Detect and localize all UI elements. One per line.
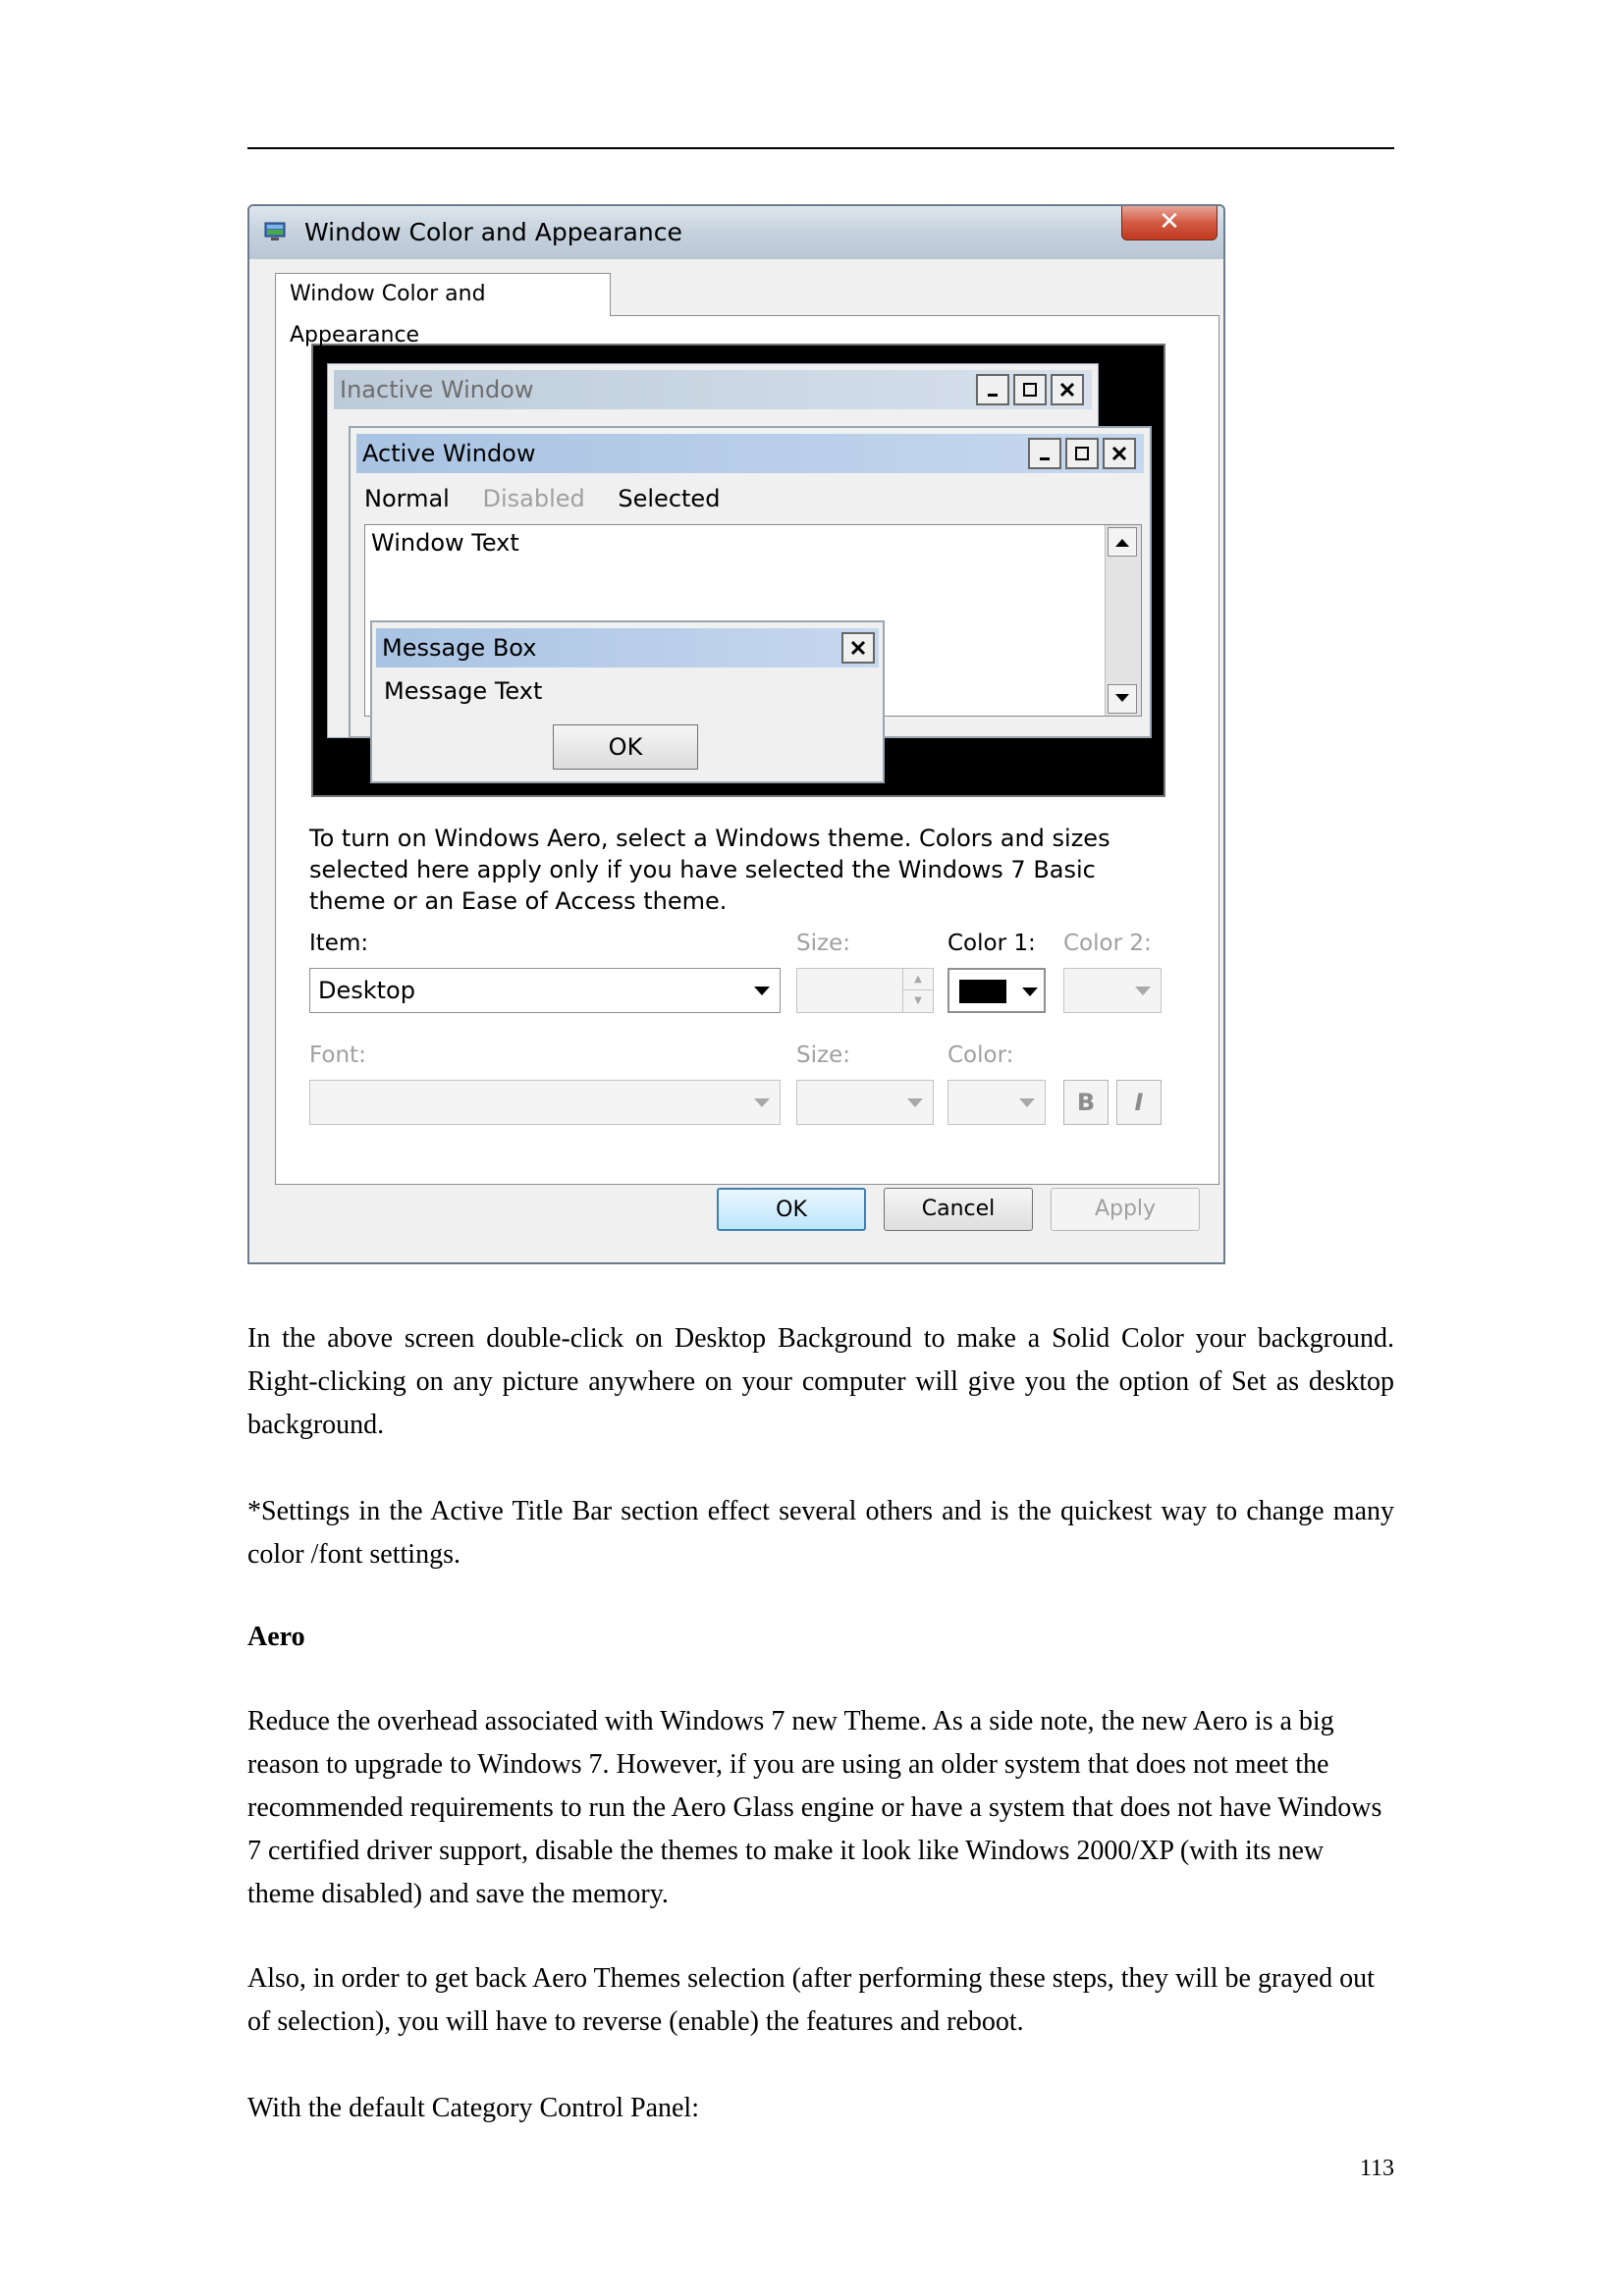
close-icon bbox=[1051, 374, 1084, 405]
tab-panel bbox=[275, 315, 1219, 1185]
cancel-button[interactable]: Cancel bbox=[884, 1188, 1033, 1231]
spinner-arrows-icon: ▲ ▼ bbox=[902, 969, 933, 1012]
item-select[interactable] bbox=[309, 968, 781, 1013]
maximize-icon bbox=[1013, 374, 1047, 405]
display-settings-icon bbox=[263, 220, 287, 243]
font-label: Font: bbox=[309, 1042, 366, 1068]
chevron-down-icon bbox=[754, 987, 770, 995]
bold-button[interactable]: B bbox=[1063, 1080, 1109, 1125]
chevron-down-icon bbox=[1135, 987, 1151, 995]
apply-button[interactable]: Apply bbox=[1051, 1188, 1200, 1231]
color2-picker[interactable] bbox=[1063, 968, 1162, 1013]
active-window-title[interactable] bbox=[356, 434, 1144, 473]
chevron-down-icon bbox=[1022, 988, 1038, 996]
paragraph-aero-overhead: Reduce the overhead associated with Windows 7 new Theme. As a side note, the new Aero is a big reason to upgrade to Windows 7. However, if you are using an older system that does not meet the recommended requirements to run the Aero Glass engine or have a system that does not have Windows 7 certified driver support, disable the themes to make it look like Windows 2000/XP (with its new theme disabled) and save the memory. bbox=[247, 1706, 1382, 1909]
color1-swatch bbox=[959, 980, 1006, 1003]
maximize-icon bbox=[1065, 438, 1099, 469]
dialog-titlebar bbox=[249, 206, 1223, 259]
close-icon bbox=[1103, 438, 1136, 469]
minimize-icon bbox=[1028, 438, 1061, 469]
size-label: Size: bbox=[796, 931, 850, 956]
item-label: Item: bbox=[309, 931, 369, 956]
inactive-window-title[interactable] bbox=[334, 370, 1092, 409]
chevron-down-icon bbox=[1019, 1098, 1035, 1107]
size-spinner[interactable] bbox=[796, 968, 934, 1013]
minimize-icon bbox=[976, 374, 1009, 405]
close-icon[interactable]: ✕ bbox=[1121, 206, 1218, 240]
italic-button[interactable]: I bbox=[1116, 1080, 1162, 1125]
dialog-body bbox=[261, 261, 1212, 1251]
color1-label: Color 1: bbox=[947, 931, 1036, 956]
tab-window-color-appearance[interactable]: Window Color and Appearance bbox=[275, 273, 611, 316]
section-heading-aero: Aero bbox=[247, 1622, 305, 1652]
font-color-label: Color: bbox=[947, 1042, 1014, 1068]
page-number: 113 bbox=[1359, 2156, 1394, 2181]
header-rule bbox=[247, 147, 1394, 149]
paragraph-category-control-panel: With the default Category Control Panel: bbox=[247, 2093, 699, 2123]
message-ok-button[interactable]: OK bbox=[553, 724, 698, 770]
window-color-appearance-dialog bbox=[247, 204, 1225, 1264]
window-text: Window Text bbox=[371, 529, 519, 557]
active-title-text: Active Window bbox=[362, 440, 536, 467]
menu-selected[interactable]: Selected bbox=[618, 485, 721, 512]
color1-picker[interactable] bbox=[947, 968, 1046, 1013]
menu-disabled[interactable]: Disabled bbox=[482, 485, 585, 512]
appearance-preview[interactable] bbox=[311, 344, 1165, 797]
paragraph-active-title-bar: *Settings in the Active Title Bar section effect several others and is the quickest way to change many color /font settings. bbox=[247, 1496, 1394, 1570]
close-icon bbox=[841, 632, 875, 664]
paragraph-reverse-features: Also, in order to get back Aero Themes selection (after performing these steps, they will be grayed out of selection), you will have to reverse (enable) the features and reboot. bbox=[247, 1963, 1375, 2037]
aero-explanation: To turn on Windows Aero, select a Windows theme. Colors and sizes selected here apply only if you have selected the Windows 7 Basic theme or an Ease of Access theme. bbox=[309, 825, 1110, 915]
menu-preview bbox=[364, 485, 745, 512]
chevron-down-icon bbox=[907, 1098, 923, 1107]
font-size-select[interactable] bbox=[796, 1080, 934, 1125]
scroll-up-icon[interactable] bbox=[1108, 527, 1137, 557]
menu-normal[interactable]: Normal bbox=[364, 485, 450, 512]
scroll-down-icon[interactable] bbox=[1108, 684, 1137, 714]
inactive-title-text: Inactive Window bbox=[340, 376, 534, 403]
scrollbar[interactable] bbox=[1105, 525, 1141, 716]
message-box-title-text: Message Box bbox=[382, 634, 537, 662]
font-color-picker[interactable] bbox=[947, 1080, 1046, 1125]
dialog-title: Window Color and Appearance bbox=[304, 218, 682, 246]
font-size-label: Size: bbox=[796, 1042, 850, 1068]
font-select[interactable] bbox=[309, 1080, 781, 1125]
paragraph-desktop-background: In the above screen double-click on Desktop Background to make a Solid Color your background. Right-clicking on any picture anywhere on your computer will give you the option of Set as desktop background. bbox=[247, 1323, 1394, 1440]
color2-label: Color 2: bbox=[1063, 931, 1152, 956]
item-select-value: Desktop bbox=[318, 977, 415, 1004]
message-text: Message Text bbox=[384, 677, 543, 705]
message-box-preview[interactable] bbox=[370, 620, 885, 783]
chevron-down-icon bbox=[754, 1098, 770, 1107]
message-box-title[interactable] bbox=[376, 628, 879, 667]
ok-button[interactable]: OK bbox=[717, 1188, 866, 1231]
